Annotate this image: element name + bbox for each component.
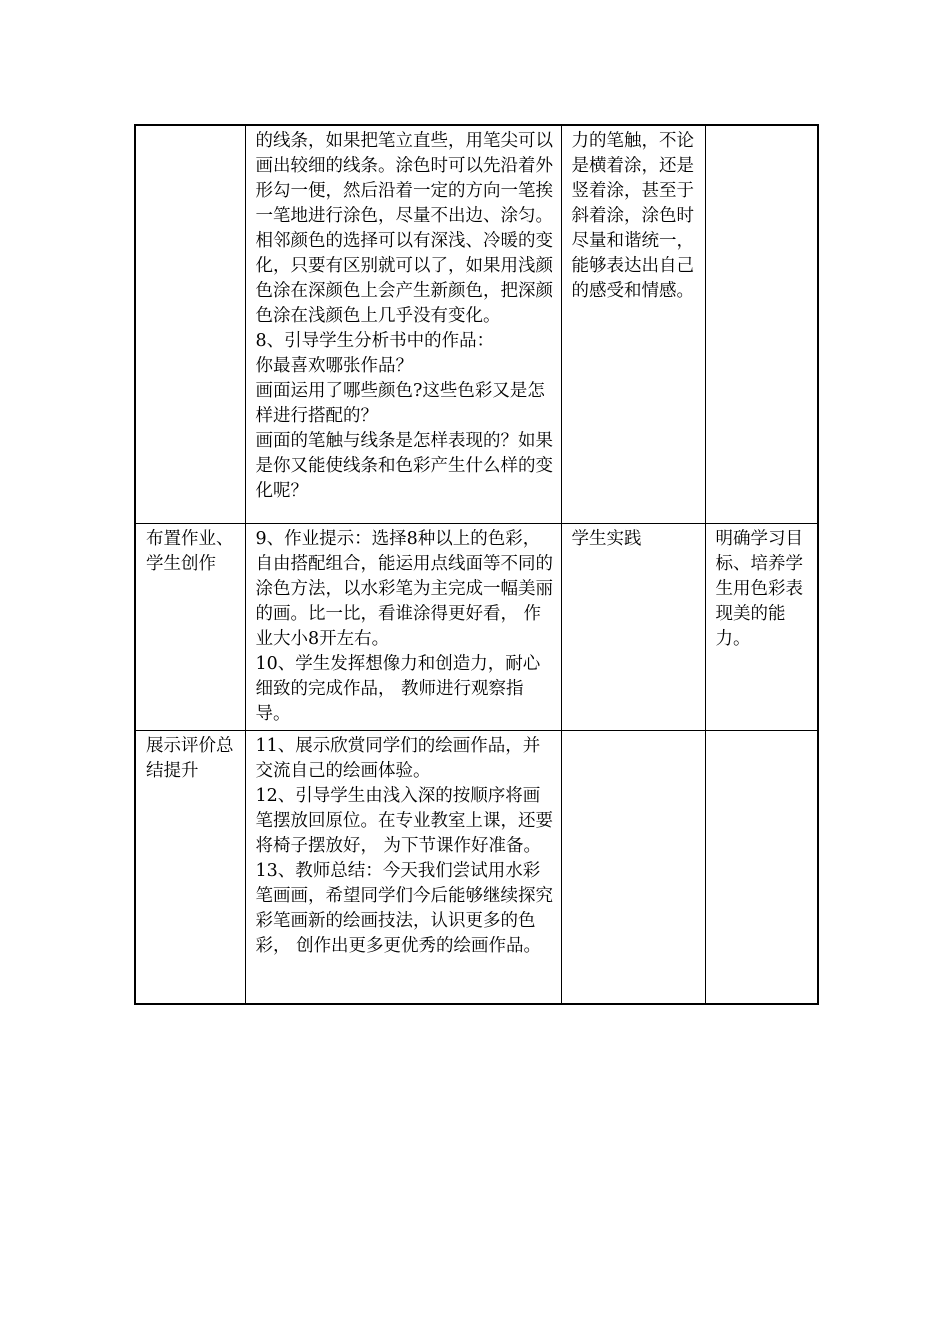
teacher-activity-cell (245, 125, 561, 523)
student-activity-cell (561, 730, 705, 1004)
cell-paragraph: 9、作业提示：选择8种以上的色彩，自由搭配组合，能运用点线面等不同的涂色方法，以水彩笔为主完成一幅美丽的画。比一比，看谁涂得更好看， 作业大小8开左右。 (255, 528, 553, 649)
stage-cell (135, 125, 245, 523)
cell-paragraph: 力的笔触，不论是横着涂，还是竖着涂，甚至于斜着涂，涂色时尽量和谐统一，能够表达出自己的感受和情感。 (571, 131, 694, 301)
design-intent-cell (705, 125, 818, 523)
student-activity-cell (561, 523, 705, 730)
cell-paragraph: 11、展示欣赏同学们的绘画作品，并交流自己的绘画体验。 (255, 735, 541, 781)
cell-paragraph: 你最喜欢哪张作品？ (255, 356, 413, 376)
lesson-plan-table (134, 124, 819, 1005)
teacher-activity-cell (245, 730, 561, 1004)
cell-paragraph: 展示评价总结提升 (146, 735, 234, 781)
student-activity-cell (561, 125, 705, 523)
cell-paragraph: 画面的笔触与线条是怎样表现的？如果是你又能使线条和色彩产生什么样的变化呢？ (255, 431, 553, 501)
cell-paragraph: 的线条，如果把笔立直些，用笔尖可以画出较细的线条。涂色时可以先沿着外形勾一便，然后沿着一定的方向一笔挨一笔地进行涂色，尽量不出边、涂匀。相邻颜色的选择可以有深浅、冷暖的变化，只要有区别就可以了，如果用浅颜色涂在深颜色上会产生新颜色，把深颜色涂在浅颜色上几乎没有变化。 (255, 131, 553, 326)
cell-paragraph: 13、教师总结：今天我们尝试用水彩笔画画，希望同学们今后能够继续探究彩笔画新的绘画技法，认识更多的色彩， 创作出更多更优秀的绘画作品。 (255, 860, 553, 956)
design-intent-cell (705, 730, 818, 1004)
cell-paragraph: 10、学生发挥想像力和创造力，耐心细致的完成作品， 教师进行观察指导。 (255, 653, 541, 724)
stage-cell (135, 730, 245, 1004)
teacher-activity-cell (245, 523, 561, 730)
cell-paragraph: 明确学习目标、培养学生用色彩表现美的能力。 (715, 528, 803, 649)
cell-paragraph: 画面运用了哪些颜色?这些色彩又是怎样进行搭配的？ (255, 381, 545, 426)
design-intent-cell (705, 523, 818, 730)
table-row (135, 523, 818, 730)
cell-paragraph: 8、引导学生分析书中的作品： (255, 331, 495, 351)
table-row (135, 125, 818, 523)
stage-cell (135, 523, 245, 730)
cell-paragraph: 12、引导学生由浅入深的按顺序将画笔摆放回原位。在专业教室上课，还要将椅子摆放好， 为下节课作好准备。 (255, 785, 553, 856)
cell-paragraph: 学生实践 (571, 528, 642, 549)
cell-paragraph: 布置作业、学生创作 (146, 528, 234, 574)
table-row (135, 730, 818, 1004)
